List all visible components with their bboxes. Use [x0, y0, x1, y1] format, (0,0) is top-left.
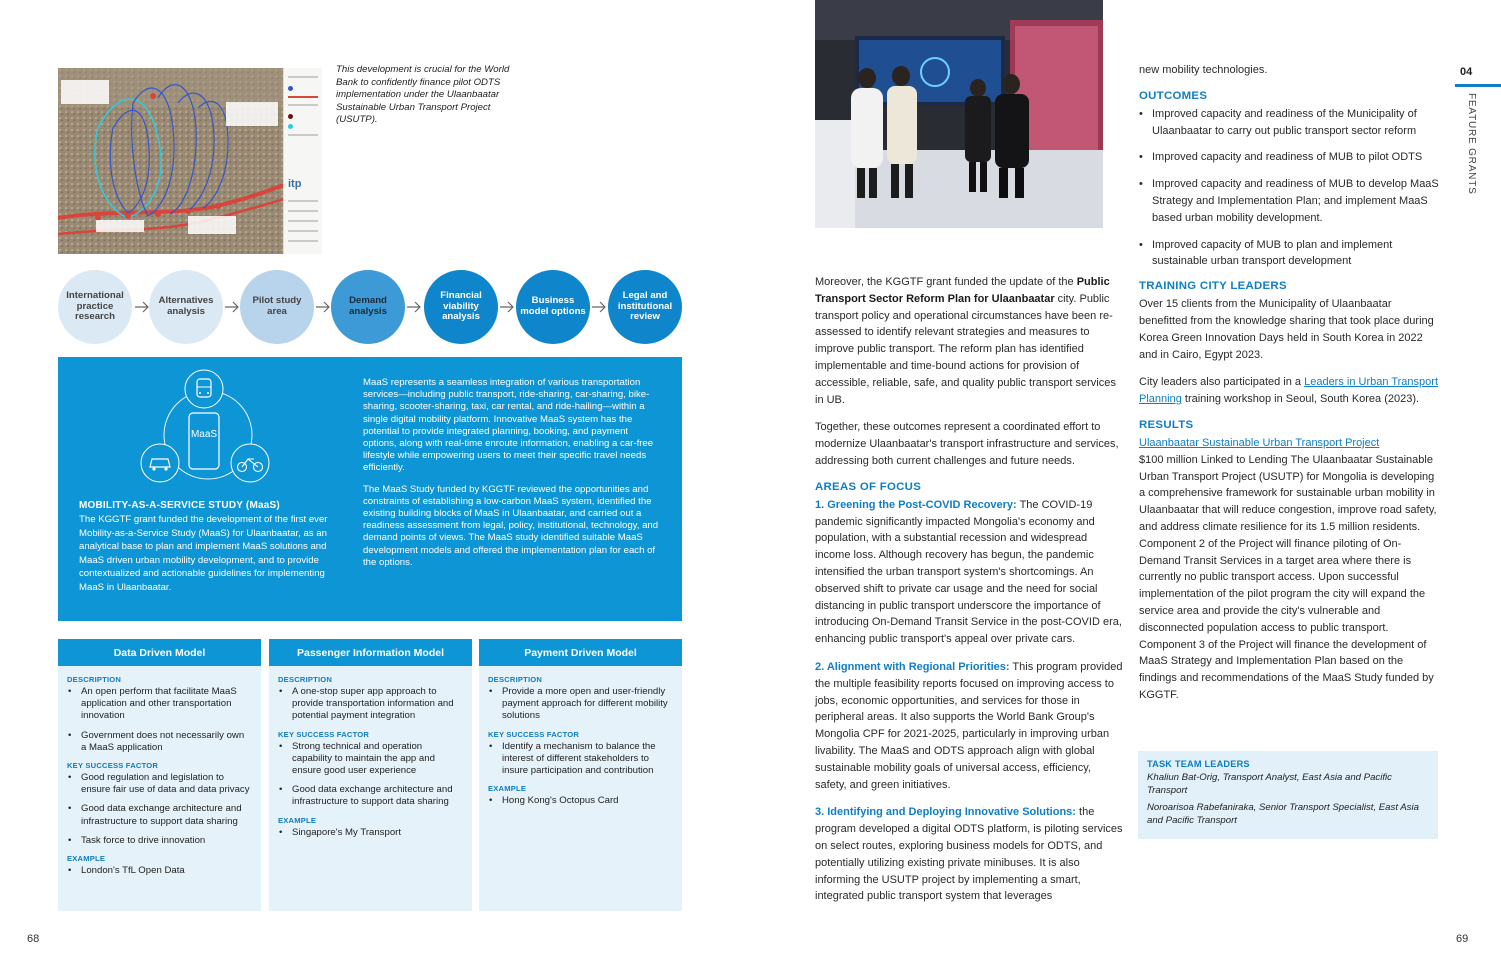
maas-intro-text: The KGGTF grant funded the development of the first ever Mobility-as-a-Service Study (MaaS) for Ulaanbaatar, as an analytical base to plan and implement MaaS solutions and MaaS driven urban mobility development, and to provide contextualized and actionable guidelines for implementing MaaS in Ulaanbaatar. — [79, 514, 328, 593]
process-step-7: Legal and institutional review — [608, 270, 682, 344]
training-text-end: training workshop in Seoul, South Korea (2023). — [1181, 393, 1420, 406]
focus-text: the program developed a digital ODTS platform, is piloting services on select routes, exploring business models for ODTS, and potentially utilizing existing private minibuses. It is also informing the USUTP project by implementing a smart, integrated public transport system that leverages — [815, 806, 1123, 903]
list-item: • A one-stop super app approach to provide transportation information and potential payment integration — [278, 686, 463, 723]
results-paragraph: $100 million Linked to Lending The Ulaanbaatar Sustainable Urban Transport Project (USUTP) for Mongolia is developing a comprehensive framework for sustainable urban mobility in Ulaanbaatar that will reduce congestion, improve road safety, and address climate resilience for its 1.5 million residents. Component 2 of the Project will finance piloting of On-Demand Transit Services in a target area where there is currently no public transport access. Upon successful implementation of the pilot program the city will expand the service area and provide the city's vulnerable and disconnected population access to public transport. Component 3 of the Project will finance the development of MaaS Strategy and Implementation Plan based on the findings and recommendations of the MaaS Study funded by KGGTF. — [1139, 453, 1437, 701]
reform-plan-title: Public Transport Sector Reform Plan for Ulaanbaatar — [815, 276, 1110, 305]
list-item: • Good data exchange architecture and infrastructure to support data sharing — [67, 803, 252, 827]
list-item: • Provide a more open and user-friendly payment approach for different mobility solutions — [488, 686, 673, 723]
arrow-right-icon — [406, 300, 422, 314]
description-label: DESCRIPTION — [67, 675, 122, 684]
focus-lead: 1. Greening the Post-COVID Recovery: — [815, 498, 1017, 511]
map-caption: This development is crucial for the World Bank to confidently finance pilot ODTS implementation under the Ulaanbaatar Sustainable Urban Transport Project (USUTP). — [336, 64, 510, 126]
list-item: • Good regulation and legislation to ensure fair use of data and data privacy — [67, 772, 252, 796]
team-leader: Khaliun Bat-Orig, Transport Analyst, East Asia and Pacific Transport — [1147, 772, 1392, 797]
list-item: • Hong Kong's Octopus Card — [488, 795, 673, 807]
together-paragraph: Together, these outcomes represent a coordinated effort to modernize Ulaanbaatar's transport infrastructure and services, addressing both current challenges and future needs. — [815, 421, 1119, 467]
key-success-factor-label: KEY SUCCESS FACTOR — [488, 729, 580, 739]
team-leader: Noroarisoa Rabefaniraka, Senior Transport Specialist, East Asia and Pacific Transport — [1147, 801, 1419, 827]
description-label: DESCRIPTION — [278, 675, 333, 684]
intro-text-start: Moreover, the KGGTF grant funded the update of the — [815, 276, 1077, 288]
process-step-2: Alternatives analysis — [149, 270, 223, 344]
model-card-payment-driven — [479, 639, 682, 911]
key-success-factor-label: KEY SUCCESS FACTOR — [67, 761, 159, 771]
focus-item-2 — [815, 659, 1123, 793]
process-step-6: Business model options — [516, 270, 590, 344]
process-step-4: Demand analysis — [331, 270, 405, 344]
leaders-urban-transport-link[interactable]: Leaders in Urban Transport Planning — [1139, 376, 1439, 406]
intro-paragraph — [815, 274, 1123, 408]
process-step-5: Financial viability analysis — [424, 270, 498, 344]
list-item: • Strong technical and operation capability to maintain the app and ensure good user experience — [278, 741, 463, 778]
list-item: • Good data exchange architecture and infrastructure to support data sharing — [278, 784, 463, 808]
continuation-text: new mobility technologies. — [1139, 64, 1268, 76]
training-paragraph-2 — [1139, 374, 1442, 408]
focus-lead: 3. Identifying and Deploying Innovative Solutions: — [815, 806, 1076, 819]
middle-text-column — [815, 274, 1123, 916]
section-number: 04 — [1460, 66, 1473, 78]
training-text-start: City leaders also participated in a — [1139, 376, 1305, 389]
list-item: • Improved capacity and readiness of MUB to pilot ODTS — [1139, 149, 1442, 166]
list-item: • Singapore's My Transport — [278, 827, 463, 839]
intro-text-end: city. Public transport policy and operational circumstances have been re-assessed to identify relevant strategies and measures to improve public transport. The reform plan has identified implementable and time-bound actions for provision of accessible, reliable, safe, and quality public transport services in UB. — [815, 292, 1116, 406]
training-heading: TRAINING CITY LEADERS — [1139, 280, 1287, 293]
map-legend — [283, 68, 322, 254]
usutp-link[interactable]: Ulaanbaatar Sustainable Urban Transport Project — [1139, 436, 1380, 449]
photo-graphic — [815, 0, 1103, 228]
example-label: EXAMPLE — [488, 784, 527, 794]
right-text-column — [1139, 62, 1442, 715]
arrow-right-icon — [499, 300, 515, 314]
description-label: DESCRIPTION — [488, 675, 543, 684]
arrow-right-icon — [315, 300, 331, 314]
outcomes-list — [1139, 106, 1442, 270]
outcomes-heading: OUTCOMES — [1139, 89, 1208, 102]
list-item: • Improved capacity and readiness of MUB to develop MaaS Strategy and Implementation Plan; and implement MaaS based urban mobility development. — [1139, 176, 1442, 226]
list-item: • London's TfL Open Data — [67, 865, 252, 877]
map-logo: itp — [288, 178, 302, 190]
photo-control-center-visit — [815, 0, 1103, 228]
list-item: • An open perform that facilitate MaaS application and other transportation innovation — [67, 686, 252, 723]
focus-item-3 — [815, 804, 1123, 905]
training-paragraph-1: Over 15 clients from the Municipality of Ulaanbaatar benefitted from the knowledge sharing that took place during Korea Green Innovation Days held in South Korea in 2022 and in Cairo, Egypt 2023. — [1139, 298, 1434, 361]
maas-title: MOBILITY-AS-A-SERVICE STUDY (MaaS) — [79, 500, 280, 511]
task-team-heading: TASK TEAM LEADERS — [1147, 759, 1250, 769]
focus-item-1 — [815, 497, 1123, 648]
process-step-3: Pilot study area — [240, 270, 314, 344]
task-team-box — [1138, 751, 1438, 839]
maas-paragraph-2: The MaaS Study funded by KGGTF reviewed the opportunities and constraints of establishing a low-carbon MaaS system, identified the existing building blocks of MaaS in Ulaanbaatar, and carried out a readiness assessment from legal, policy, institutional, technology, and demand points of views. The MaaS study identified suitable MaaS development models and offered the implementation plan for each of the options. — [363, 483, 659, 568]
list-item: • Government does not necessarily own a MaaS application — [67, 730, 252, 754]
maas-diagram — [138, 365, 288, 483]
model-title: Payment Driven Model — [479, 639, 682, 666]
maas-paragraph-1: MaaS represents a seamless integration of various transportation services—including public transport, ride-sharing, car-sharing, bike-sharing, scooter-sharing, taxi, car rental, and ride-hailing—within a single digital mobility platform. Innovative MaaS system has the potential to provide integrated planning, booking, and payment options, along with real-time enroute information, enabling a car-free lifestyle while empowering users to meet their specific travel needs efficiently. — [363, 377, 654, 474]
focus-lead: 2. Alignment with Regional Priorities: — [815, 660, 1010, 673]
example-label: EXAMPLE — [67, 854, 106, 864]
results-heading: RESULTS — [1139, 418, 1194, 431]
list-item: • Improved capacity of MUB to plan and implement sustainable urban transport development — [1139, 237, 1442, 271]
model-card-data-driven — [58, 639, 261, 911]
section-bar — [1455, 84, 1501, 87]
model-title: Data Driven Model — [58, 639, 261, 666]
page-number-right: 69 — [1456, 933, 1469, 945]
arrow-right-icon — [224, 300, 240, 314]
maas-description — [363, 377, 663, 578]
arrow-right-icon — [591, 300, 607, 314]
example-label: EXAMPLE — [278, 815, 317, 825]
model-title: Passenger Information Model — [269, 639, 472, 666]
model-card-passenger-information — [269, 639, 472, 911]
areas-of-focus-heading: AREAS OF FOCUS — [815, 480, 922, 493]
list-item: • Task force to drive innovation — [67, 835, 252, 847]
focus-text: The COVID-19 pandemic significantly impacted Mongolia's economy and population, with a substantial recession and widespread income loss. Although recovery has begun, the pandemic intensified the urban transport system's shortcomings. An observed shift to private car usage and the need for social distancing in public transport underscore the importance of introducing On-Demand Transit Service in the post-COVID era, enhancing public transport's appeal over private cars. — [815, 498, 1122, 646]
maas-study-box — [58, 357, 682, 621]
process-step-1: International practice research — [58, 270, 132, 344]
key-success-factor-label: KEY SUCCESS FACTOR — [278, 729, 370, 739]
list-item: • Identify a mechanism to balance the interest of different stakeholders to insure participation and contribution — [488, 741, 673, 778]
list-item: • Improved capacity and readiness of the Municipality of Ulaanbaatar to carry out public transport sector reform — [1139, 106, 1442, 140]
page-number-left: 68 — [27, 933, 40, 945]
arrow-right-icon — [134, 300, 150, 314]
focus-text: This program provided the multiple feasibility reports focused on improving access to jobs, economic opportunities, and services for those in peripheral areas. It also supports the World Bank Group's Mongolia CPF for 2021-2025, particularly in improving urban livability. The MaaS and ODTS approach align with global sustainable mobility goals of universal access, efficiency, safety, and green initiatives. — [815, 660, 1123, 791]
section-label: FEATURE GRANTS — [1466, 93, 1477, 195]
maas-phone-label: MaaS — [190, 429, 218, 440]
